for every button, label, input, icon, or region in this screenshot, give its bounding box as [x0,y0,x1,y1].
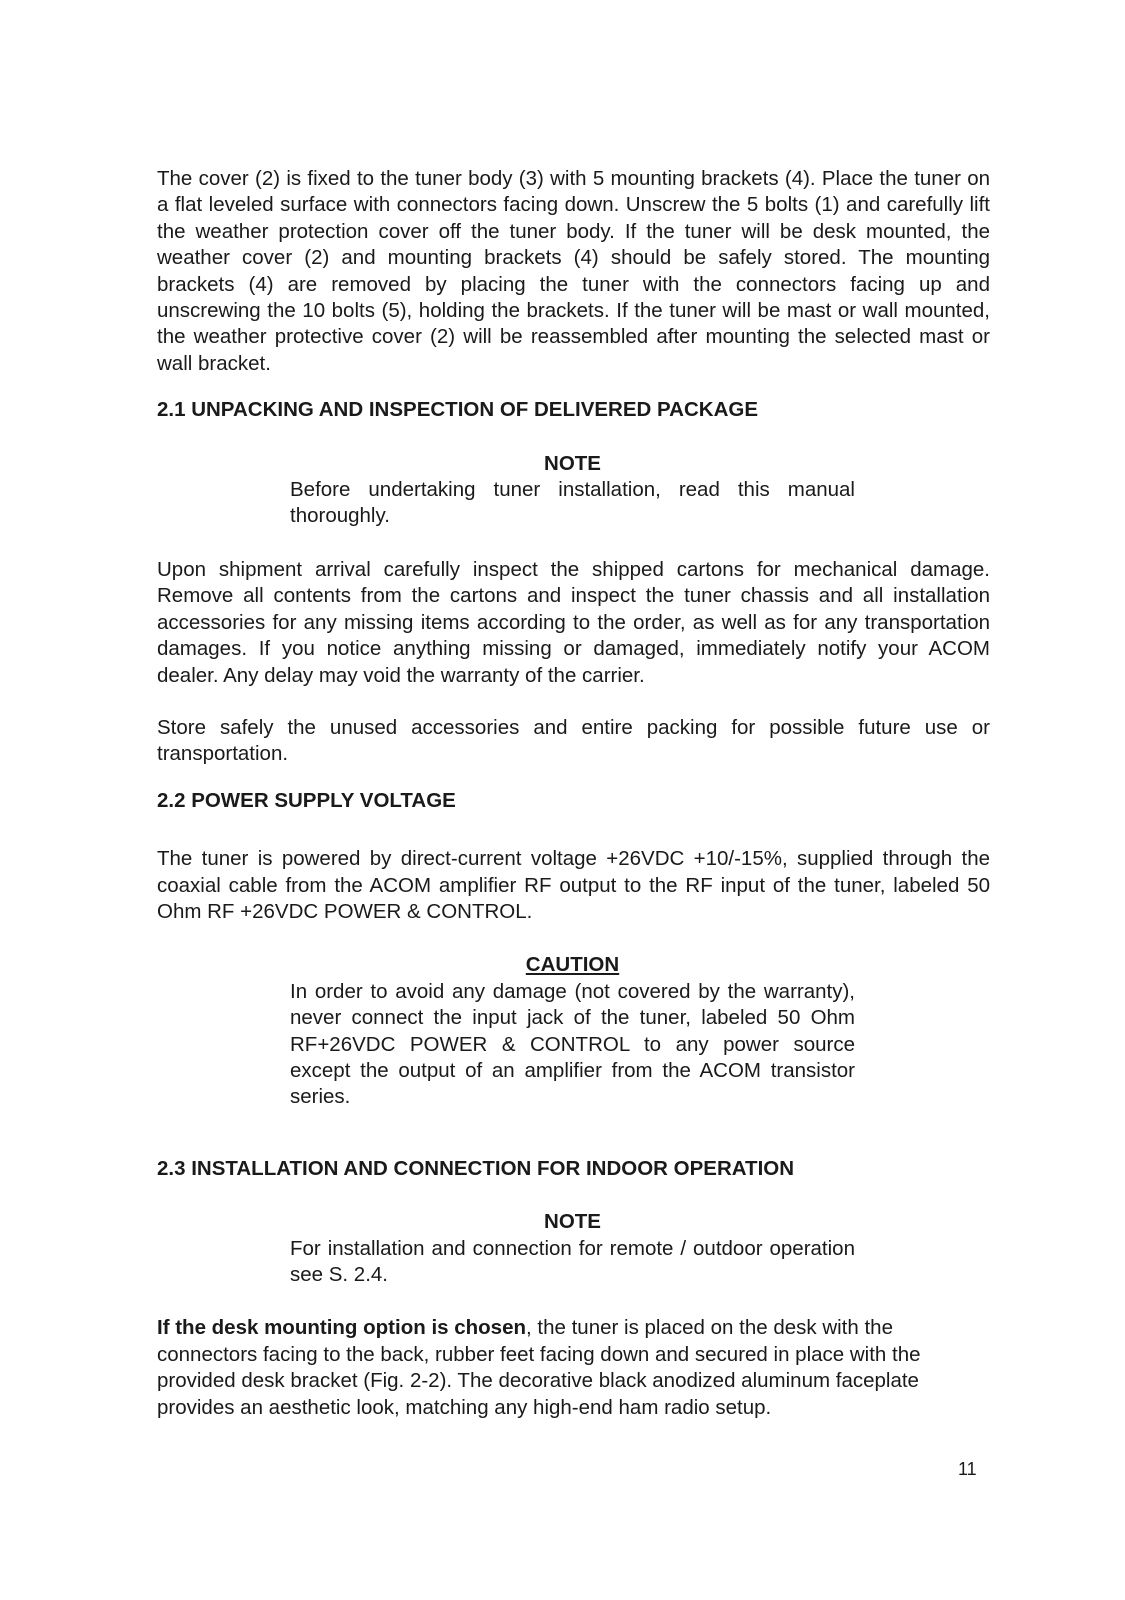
intro-paragraph: The cover (2) is fixed to the tuner body (3) with 5 mounting brackets (4). Place the tuner on a flat leveled surface with connectors facing down. Unscrew the 5 bolts (1) and carefully lift the weather protection cover off the tuner body. If the tuner will be desk mounted, the weather cover (2) and mounting brackets (4) should be safely stored. The mounting brackets (4) are removed by placing the tuner with the connectors facing up and unscrewing the 10 bolts (5), holding the brackets. If the tuner will be mast or wall mounted, the weather protective cover (2) will be reassembled after mounting the selected mast or wall bracket. [157,167,990,375]
section-heading-2-2: 2.2 POWER SUPPLY VOLTAGE [157,788,456,812]
note-box-indoor [290,1209,855,1288]
note-title: NOTE [544,1210,601,1234]
section-heading-2-1: 2.1 UNPACKING AND INSPECTION OF DELIVERED PACKAGE [157,398,759,422]
section-heading-2-3: 2.3 INSTALLATION AND CONNECTION FOR INDOOR OPERATION [157,1156,795,1180]
caution-box [290,952,855,1110]
caution-title: CAUTION [525,953,620,977]
caution-body: In order to avoid any damage (not covered by the warranty), never connect the input jack of the tuner, labeled 50 Ohm RF+26VDC POWER & CONTROL to any power source except the output of an amplifier from the ACOM transistor series. [290,979,855,1109]
power-paragraph: The tuner is powered by direct-current voltage +26VDC +10/-15%, supplied through the coaxial cable from the ACOM amplifier RF output to the RF input of the tuner, labeled 50 Ohm RF +26VDC POWER & CONTROL. [157,847,990,923]
desk-mounting-paragraph [157,1315,990,1421]
page-number: 11 [958,1459,977,1479]
note-body: For installation and connection for remote / outdoor operation see S. 2.4. [290,1236,855,1286]
inspection-paragraph: Upon shipment arrival carefully inspect the shipped cartons for mechanical damage. Remove all contents from the cartons and inspect the tuner chassis and all installation accessories for any missing items according to the order, as well as for any transportation damages. If you notice anything missing or damaged, immediately notify your ACOM dealer. Any delay may void the warranty of the carrier. [157,557,990,687]
storage-paragraph: Store safely the unused accessories and entire packing for possible future use or transportation. [157,715,990,766]
desk-mounting-text: , the tuner is placed on the desk with the connectors facing to the back, rubber feet facing down and secured in place with the provided desk bracket (Fig. 2-2). The decorative black anodized aluminum faceplate provides an aesthetic look, matching any high-end ham radio setup. [157,1316,921,1419]
note-title: NOTE [544,451,601,475]
manual-page-content [157,166,990,1421]
desk-mounting-lead: If the desk mounting option is chosen [157,1316,527,1340]
note-box-unpacking [290,451,855,530]
note-body: Before undertaking tuner installation, read this manual thoroughly. [290,478,855,528]
